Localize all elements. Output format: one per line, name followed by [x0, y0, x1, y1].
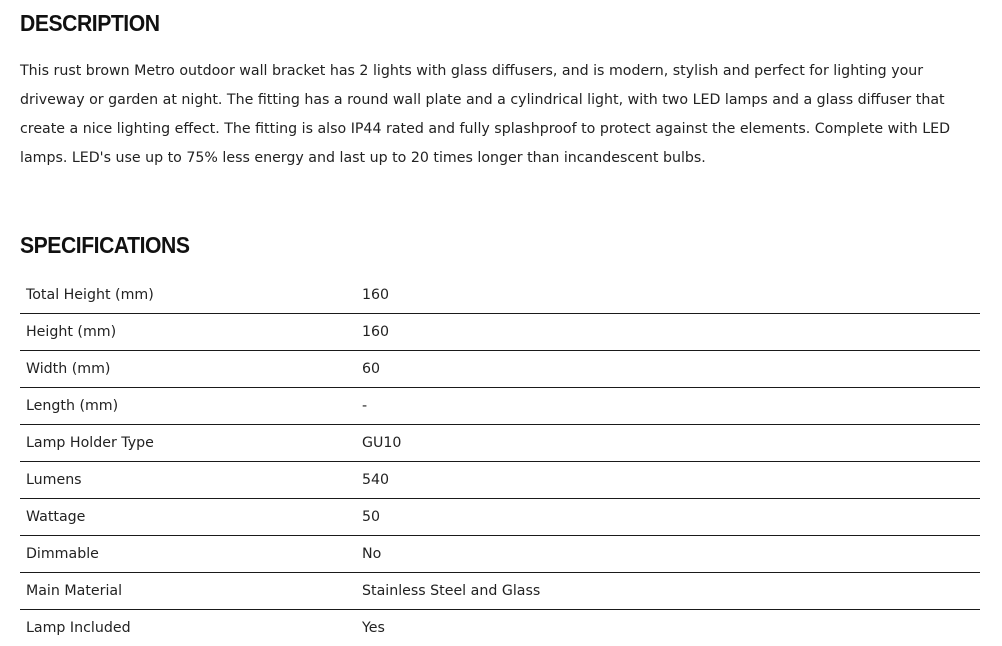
spec-label: Lumens	[20, 462, 356, 499]
spec-label: Main Material	[20, 573, 356, 610]
spec-row-height	[20, 314, 980, 351]
spec-label: Dimmable	[20, 536, 356, 573]
spec-row-lamp-holder-type	[20, 425, 980, 462]
spec-value: 540	[356, 462, 980, 499]
spec-row-main-material	[20, 573, 980, 610]
spec-value: -	[356, 388, 980, 425]
spec-label: Width (mm)	[20, 351, 356, 388]
spec-label: Height (mm)	[20, 314, 356, 351]
spec-label: Length (mm)	[20, 388, 356, 425]
spec-label: Lamp Included	[20, 610, 356, 646]
spec-row-width	[20, 351, 980, 388]
spec-value: 160	[356, 314, 980, 351]
spec-value: Stainless Steel and Glass	[356, 573, 980, 610]
spec-value: 160	[356, 277, 980, 314]
spec-value: Yes	[356, 610, 980, 646]
spec-label: Total Height (mm)	[20, 277, 356, 314]
spec-value: No	[356, 536, 980, 573]
spec-row-lamp-included	[20, 610, 980, 646]
spec-value: 50	[356, 499, 980, 536]
spec-label: Lamp Holder Type	[20, 425, 356, 462]
spec-row-length	[20, 388, 980, 425]
specifications-table	[20, 277, 980, 646]
spec-row-dimmable	[20, 536, 980, 573]
spec-value: GU10	[356, 425, 980, 462]
description-heading: DESCRIPTION	[20, 10, 160, 37]
spec-label: Wattage	[20, 499, 356, 536]
spec-value: 60	[356, 351, 980, 388]
spec-row-lumens	[20, 462, 980, 499]
description-text: This rust brown Metro outdoor wall bracket has 2 lights with glass diffusers, and is modern, stylish and perfect for lighting your driveway or garden at night. The fitting has a round wall plate and a cylindrical light, with two LED lamps and a glass diffuser that create a nice lighting effect. The fitting is also IP44 rated and fully splashproof to protect against the elements. Complete with LED lamps. LED's use up to 75% less energy and last up to 20 times longer than incandescent bulbs.	[20, 57, 982, 173]
spec-row-total-height	[20, 277, 980, 314]
specifications-heading: SPECIFICATIONS	[20, 232, 190, 259]
spec-row-wattage	[20, 499, 980, 536]
